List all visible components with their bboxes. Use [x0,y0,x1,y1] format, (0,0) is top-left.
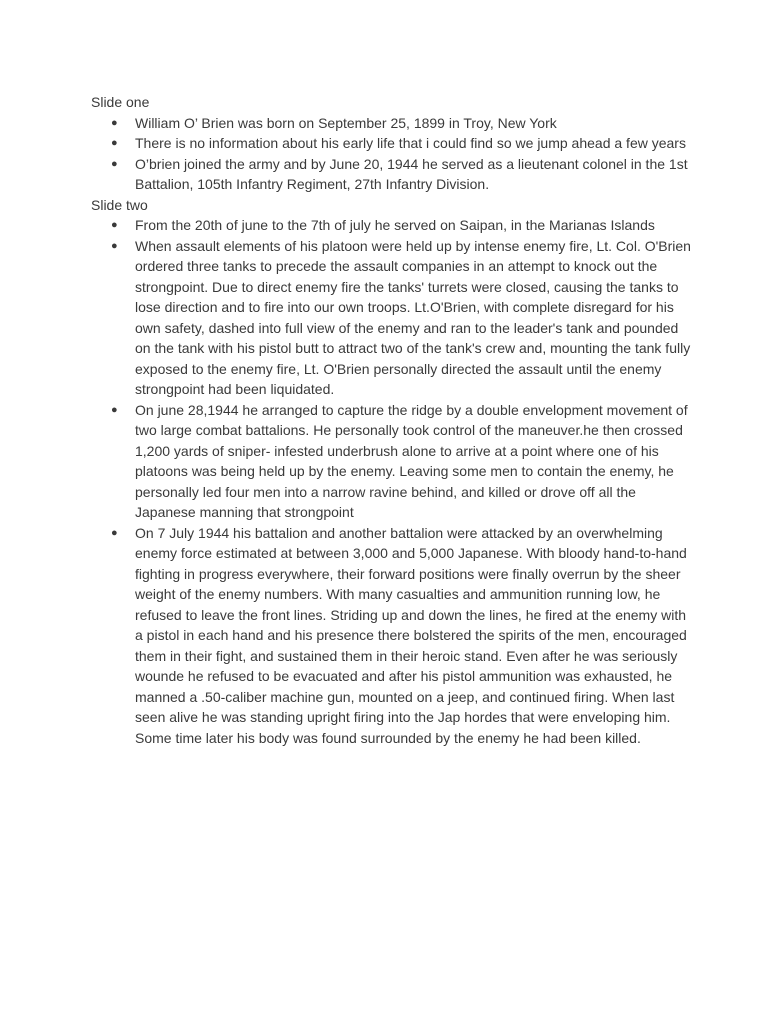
section-heading: Slide two [91,196,148,213]
bullet-list [91,215,691,748]
list-item [91,400,691,523]
list-item-text: O’brien joined the army and by June 20, 1944 he served as a lieutenant colonel in the 1st Battalion, 105th Infantry Regiment, 27th Infantry Division. [135,155,688,192]
section-slide-one [91,92,691,195]
list-item [91,133,691,154]
bullet-icon: ● [111,116,118,129]
bullet-icon: ● [111,157,118,170]
document-page [91,92,691,748]
list-item [91,154,691,195]
section-slide-two [91,195,691,749]
bullet-icon: ● [111,137,118,149]
list-item-text: There is no information about his early life that i could find so we jump ahead a few years [135,135,686,151]
bullet-list [91,113,691,195]
bullet-icon: ● [111,239,118,252]
bullet-icon: ● [111,219,118,231]
list-item-text: From the 20th of june to the 7th of july he served on Saipan, in the Marianas Islands [135,217,655,233]
list-item [91,236,691,400]
bullet-icon: ● [111,526,118,539]
bullet-icon: ● [111,403,118,416]
list-item-text: William O’ Brien was born on September 25, 1899 in Troy, New York [135,114,557,131]
list-item-text: When assault elements of his platoon were held up by intense enemy fire, Lt. Col. O'Brien ordered three tanks to precede the assault companies in an attempt to knock out the strongpoint. Due to direct enemy fire the tanks' turrets were closed, causing the tanks to lose direction and to fire into our own troops. Lt.O'Brien, with complete disregard for his own safety, dashed into full view of the enemy and ran to the leader's tank and pounded on the tank with his pistol butt to attract two of the tank's crew and, mounting the tank fully exposed to the enemy fire, Lt. O'Brien personally directed the assault until the enemy strongpoint had been liquidated. [135,237,691,397]
section-heading: Slide one [91,94,150,110]
list-item [91,215,691,236]
list-item-text: On 7 July 1944 his battalion and another battalion were attacked by an overwhelming enemy force estimated at between 3,000 and 5,000 Japanese. With bloody hand-to-hand fighting in progress everywhere, their forward positions were finally overrun by the sheer weight of the enemy numbers. With many casualties and ammunition running low, he refused to leave the front lines. Striding up and down the lines, he fired at the enemy with a pistol in each hand and his presence there bolstered the spirits of the men, encouraged them in their fight, and sustained them in their heroic stand. Even after he was seriously wounde he refused to be evacuated and after his pistol ammunition was exhausted, he manned a .50-caliber machine gun, mounted on a jeep, and continued firing. When last seen alive he was standing upright firing into the Jap hordes that were enveloping him. Some time later his body was found surrounded by the enemy he had been killed. [135,524,687,746]
list-item-text: On june 28,1944 he arranged to capture the ridge by a double envelopment movement of two large combat battalions. He personally took control of the maneuver.he then crossed 1,200 yards of sniper- infested underbrush alone to arrive at a point where one of his platoons was being held up by the enemy. Leaving some men to contain the enemy, he personally led four men into a narrow ravine behind, and killed or drove off all the Japanese manning that strongpoint [135,401,688,520]
list-item [91,523,691,749]
list-item [91,113,691,134]
